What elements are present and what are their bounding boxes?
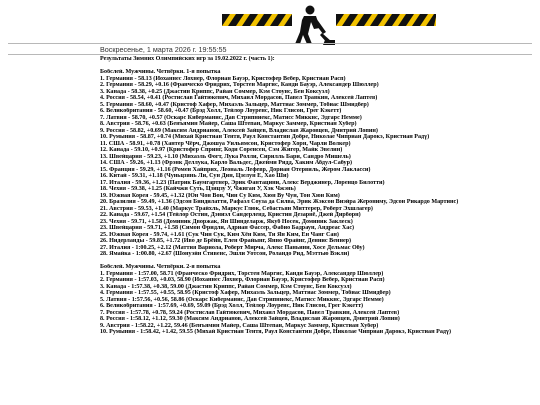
result-row: 6. Великобритания - 1:57.69, +0.69, 59.09 (Брэд Холл, Тейлор Лоуренс, Ник Глисон, Грег Кэкетт) [100, 303, 364, 309]
result-row: 10. Румыния - 1:58.42, +1.42, 59.55 (Михай Кристиан Тентя, Раул Константин Добре, Николае Чиприан Дарокэ, Кристиан Радү) [100, 329, 452, 335]
section-heading: Бобслей. Мужчины. Четвёрки. 1-я попытка [100, 69, 221, 75]
result-row: 2. Германия - 58.29, +0.16 (Франческо Фридрих, Торстен Маргис, Канди Бауэр, Александер Шюллер) [100, 82, 379, 88]
date-timestamp: Воскресенье, 1 марта 2026 г. 19:55:55 [100, 45, 227, 54]
result-row: 27. Италия - 1:00.25, +2.12 (Маттия Вариола, Роберт Мирча, Алекс Паньини, Хосе Дельмас Обу) [100, 244, 365, 251]
result-row: 23. Чехия - 59.71, +1.58 (Доминик Дворжак, Ян Шинделарж, Якуб Носек, Доминик Заклеск) [100, 218, 353, 225]
result-row: 7. Латвия - 58.70, +0.57 (Оскарс Киберманис, Дав Стрипниекс, Матисс Миккнс, Эдгарс Немме) [100, 114, 362, 121]
header-banner [0, 0, 540, 48]
result-row: 3. Канада - 58.38, +0.25 (Джастин Криппс, Райан Соммер, Кэм Стоунс, Бен Коксуэл) [100, 88, 330, 95]
header-divider-bottom [8, 54, 532, 55]
result-row: 7. Россия - 1:57.78, +0.78, 59.24 (Ростислав Гайтюкевич, Михаил Мордасов, Павел Травкин, Алексей Лаптев) [100, 309, 400, 316]
section-heading: Бобслей. Мужчины. Четвёрки. 2-я попытка [100, 264, 221, 270]
results-title: Результаты Зимних Олимпийских игр за 19.02.2022 г. (часть 1): [100, 56, 275, 62]
result-row: 20. Бразилия - 59.49, +1.36 (Эдсон Биндилатти, Рафаэл Соуза да Силва, Эрик Жэксон Виэйра Жерониму, Эдсон Рикардо Мартинс) [100, 199, 459, 205]
result-row: 4. Россия - 58.54, +0.41 (Ростислав Гайтюкевич, Михаил Мордасов, Павел Травкин, Алексей Лаптев) [100, 95, 378, 101]
result-row: 1. Германия - 58.13 (Йоханнес Лохнер, Флориан Бауэр, Кристофер Вебер, Кристиан Расп) [100, 75, 346, 82]
result-row: 5. Латвия - 1:57.56, +0.56, 58.86 (Оскарс Киберманис, Дав Стрипниекс, Матисс Миккнс, Эдгарс Немме) [100, 296, 384, 303]
result-row: 16. Китай - 59.31, +1.18 (Чуньцзянь Ли, Сун Дин, Цзелун Е, Хао Ши) [100, 173, 289, 179]
result-row: 12. Канада - 59.10, +0.97 (Кристофер Спринг, Коди Соренсен, Сэм Жигер, Майк Эвелин) [100, 147, 343, 153]
result-row: 13. Швейцария - 59.23, +1.10 (Михаэль Фогт, Лука Ролли, Сирилль Бари, Сандро Мишель) [100, 153, 351, 160]
result-row: 2. Германия - 1:57.03, +0.03, 58.90 (Йоханнес Лохнер, Флориан Бауэр, Кристофер Вебер, Кристиан Расп) [100, 277, 385, 283]
result-row: 28. Ямайка - 1:00.80, +2.67 (Шонуэйн Стивенс, Эшли Уотсон, Роландо Рид, Мэттью Вэкли) [100, 251, 350, 257]
result-row: 1. Германия - 1:57.00, 58.71 (Франческо Фридрих, Торстен Маргис, Канди Бауэр, Александер Шюллер) [100, 270, 384, 277]
header-divider-top [8, 43, 532, 44]
result-row: 19. Южная Корея - 59.45, +1.32 (Юн Чон Вон, Чин Су Ким, Хюн Ву Чун, Тон Хюн Ким) [100, 192, 340, 199]
result-row: 18. Чехия - 59.38, +1.25 (Кайчжи Суть, Цзицзу У, Чжиган У, Хэк Чжэнь) [100, 186, 296, 192]
result-row: 8. Россия - 1:58.12, +1.12, 59.30 (Максим Андрианов, Алексей Зайцев, Владислав Жаровцев, Дмитрий Лопин) [100, 316, 400, 322]
result-row: 9. Россия - 58.82, +0.69 (Максим Андрианов, Алексей Зайцев, Владислав Жаровцев, Дмитрий Лопин) [100, 127, 378, 134]
result-row: 5. Германия - 58.60, +0.47 (Кристоф Хафер, Михаэль Зальцер, Маттиас Зоммер, Тобиас Шмидбер) [100, 101, 369, 108]
result-row: 14. США - 59.26, +1.13 (Фрэнк Деллука, Карло Вальдес, Джейми Ридд, Хаким Абдул-Сабур) [100, 160, 353, 166]
warning-stripe-right [336, 14, 436, 26]
result-row: 21. Австрия - 59.53, +1.40 (Маркус Трайхль, Маркус Глюк, Себастьян Миттерер, Роберт Эхшлагер) [100, 205, 373, 212]
result-row: 17. Италия - 59.36, +1.23 (Патрик Баумгартнер, Эрик Фантацини, Алекс Верджинер, Лоренцо Билотти) [100, 179, 385, 186]
result-row: 8. Австрия - 58.76, +0.63 (Бенъямин Майер, Саша Штепан, Маркус Заммер, Кристиан Хубер) [100, 121, 357, 127]
result-row: 10. Румыния - 58.87, +0.74 (Михай Кристиан Тентя, Раул Константин Добре, Николае Чиприан Дарокэ, Кристиан Радү) [100, 134, 430, 140]
result-row: 26. Нидерланды - 59.85, +1.72 (Иво де Брёйн, Елен Фрайынг, Янно Фрайнг, Деннис Веннер) [100, 238, 352, 244]
results-text [100, 56, 536, 336]
result-row: 11. США - 58.91, +0.78 (Хантер Чёрч, Джошуа Уильямсон, Кристофер Хорн, Чарли Волкер) [100, 140, 351, 147]
result-row: 6. Великобритания - 58.60, +0.47 (Брэд Холл, Тейлор Лоуренс, Ник Глисон, Грег Кэкетт) [100, 108, 342, 114]
result-row: 25. Южная Корея - 59.74, +1.61 (Сук Чин Сук, Ким Хён Ким, Ти Ян Ким, Ён Чанг Сан) [100, 231, 339, 238]
result-row: 9. Австрия - 1:58.22, +1.22, 59.46 (Бенъямин Майер, Саша Штепан, Маркус Заммер, Кристиан Хубер) [100, 322, 379, 329]
result-row: 4. Германия - 1:57.55, +0.55, 58.95 (Кристоф Хафер, Михаэль Зальцер, Маттиас Зоммер, Тобиас Шмидбер) [100, 290, 391, 296]
result-row: 23. Швейцария - 59.71, +1.58 (Симон Фридли, Адриан Фассер, Фабио Бадраун, Андреас Хас) [100, 225, 355, 231]
construction-worker-icon [292, 2, 336, 46]
result-row: 3. Канада - 1:57.38, +0.38, 59.00 (Джастин Криппс, Райан Соммер, Кэм Стоунс, Бен Коксуэл) [100, 283, 352, 290]
warning-stripe-left [222, 14, 292, 26]
result-row: 22. Канада - 59.67, +1.54 (Тейлор Остин, Дэниэл Сандерленд, Кристин Дезарнё, Джей Дирборн) [100, 212, 361, 218]
result-row: 15. Франция - 59.29, +1.16 (Ромен Хайприх, Леональ Лефевр, Дориан Отервиль, Жером Лакласси) [100, 166, 371, 173]
